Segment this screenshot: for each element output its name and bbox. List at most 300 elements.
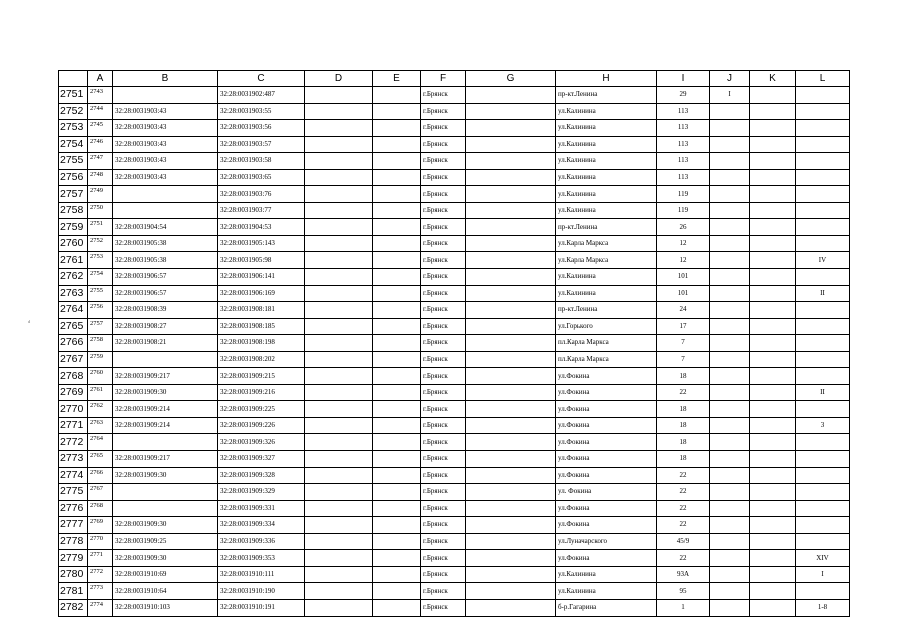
cell-j[interactable] <box>710 384 750 401</box>
column-header-b[interactable]: B <box>113 71 218 87</box>
cell-c[interactable]: 32:28:0031909:331 <box>218 500 305 517</box>
cell-g[interactable] <box>466 583 556 600</box>
cell-e[interactable] <box>373 451 421 468</box>
cell-d[interactable] <box>305 451 373 468</box>
cell-i[interactable]: 113 <box>657 136 710 153</box>
row-number[interactable]: 2772 <box>59 434 88 451</box>
cell-i[interactable]: 7 <box>657 335 710 352</box>
cell-e[interactable] <box>373 500 421 517</box>
cell-j[interactable] <box>710 401 750 418</box>
cell-b[interactable]: 32:28:0031904:54 <box>113 219 218 236</box>
cell-e[interactable] <box>373 235 421 252</box>
cell-i[interactable]: 22 <box>657 550 710 567</box>
cell-h[interactable]: ул.Карла Маркса <box>556 252 657 269</box>
cell-j[interactable] <box>710 186 750 203</box>
cell-i[interactable]: 17 <box>657 318 710 335</box>
cell-g[interactable] <box>466 136 556 153</box>
cell-e[interactable] <box>373 219 421 236</box>
cell-f[interactable]: г.Брянск <box>421 599 466 616</box>
cell-d[interactable] <box>305 120 373 137</box>
cell-i[interactable]: 22 <box>657 500 710 517</box>
cell-h[interactable]: ул.Калинина <box>556 169 657 186</box>
cell-h[interactable]: ул.Калинина <box>556 583 657 600</box>
cell-d[interactable] <box>305 517 373 534</box>
cell-j[interactable] <box>710 169 750 186</box>
cell-e[interactable] <box>373 103 421 120</box>
cell-b[interactable]: 32:28:0031903:43 <box>113 103 218 120</box>
cell-g[interactable] <box>466 252 556 269</box>
cell-e[interactable] <box>373 533 421 550</box>
cell-l[interactable]: I <box>796 566 850 583</box>
cell-c[interactable]: 32:28:0031903:58 <box>218 153 305 170</box>
cell-h[interactable]: ул.Фокина <box>556 451 657 468</box>
cell-h[interactable]: ул.Фокина <box>556 500 657 517</box>
cell-i[interactable]: 12 <box>657 235 710 252</box>
cell-a[interactable]: 2773 <box>88 583 113 600</box>
column-header-i[interactable]: I <box>657 71 710 87</box>
cell-d[interactable] <box>305 235 373 252</box>
row-number[interactable]: 2765 <box>59 318 88 335</box>
cell-g[interactable] <box>466 285 556 302</box>
cell-a[interactable]: 2754 <box>88 269 113 286</box>
cell-f[interactable]: г.Брянск <box>421 517 466 534</box>
cell-e[interactable] <box>373 368 421 385</box>
cell-d[interactable] <box>305 566 373 583</box>
cell-g[interactable] <box>466 434 556 451</box>
cell-b[interactable]: 32:28:0031903:43 <box>113 136 218 153</box>
cell-k[interactable] <box>750 219 796 236</box>
column-header-j[interactable]: J <box>710 71 750 87</box>
cell-e[interactable] <box>373 169 421 186</box>
cell-h[interactable]: пр-кт.Ленина <box>556 302 657 319</box>
cell-b[interactable]: 32:28:0031909:214 <box>113 401 218 418</box>
row-number[interactable]: 2780 <box>59 566 88 583</box>
cell-c[interactable]: 32:28:0031903:56 <box>218 120 305 137</box>
cell-l[interactable] <box>796 153 850 170</box>
cell-k[interactable] <box>750 186 796 203</box>
cell-i[interactable]: 22 <box>657 384 710 401</box>
cell-i[interactable]: 24 <box>657 302 710 319</box>
cell-h[interactable]: пл.Карла Маркса <box>556 351 657 368</box>
cell-g[interactable] <box>466 533 556 550</box>
cell-e[interactable] <box>373 335 421 352</box>
cell-h[interactable]: пр-кт.Ленина <box>556 219 657 236</box>
cell-f[interactable]: г.Брянск <box>421 368 466 385</box>
corner-header[interactable] <box>59 71 88 87</box>
cell-k[interactable] <box>750 202 796 219</box>
cell-h[interactable]: ул.Фокина <box>556 384 657 401</box>
cell-l[interactable] <box>796 583 850 600</box>
cell-f[interactable]: г.Брянск <box>421 186 466 203</box>
cell-b[interactable]: 32:28:0031903:43 <box>113 169 218 186</box>
cell-l[interactable] <box>796 434 850 451</box>
cell-f[interactable]: г.Брянск <box>421 120 466 137</box>
cell-c[interactable]: 32:28:0031909:329 <box>218 484 305 501</box>
cell-b[interactable]: 32:28:0031905:38 <box>113 235 218 252</box>
cell-b[interactable] <box>113 484 218 501</box>
cell-g[interactable] <box>466 566 556 583</box>
cell-d[interactable] <box>305 87 373 104</box>
cell-a[interactable]: 2749 <box>88 186 113 203</box>
cell-g[interactable] <box>466 384 556 401</box>
cell-i[interactable]: 18 <box>657 417 710 434</box>
column-header-g[interactable]: G <box>466 71 556 87</box>
cell-a[interactable]: 2767 <box>88 484 113 501</box>
cell-k[interactable] <box>750 103 796 120</box>
cell-j[interactable] <box>710 583 750 600</box>
cell-d[interactable] <box>305 550 373 567</box>
cell-b[interactable] <box>113 434 218 451</box>
row-number[interactable]: 2757 <box>59 186 88 203</box>
cell-f[interactable]: г.Брянск <box>421 451 466 468</box>
cell-g[interactable] <box>466 500 556 517</box>
cell-a[interactable]: 2760 <box>88 368 113 385</box>
cell-d[interactable] <box>305 103 373 120</box>
cell-g[interactable] <box>466 368 556 385</box>
cell-f[interactable]: г.Брянск <box>421 103 466 120</box>
cell-f[interactable]: г.Брянск <box>421 285 466 302</box>
cell-g[interactable] <box>466 335 556 352</box>
cell-d[interactable] <box>305 335 373 352</box>
cell-f[interactable]: г.Брянск <box>421 302 466 319</box>
cell-g[interactable] <box>466 517 556 534</box>
cell-k[interactable] <box>750 136 796 153</box>
cell-g[interactable] <box>466 550 556 567</box>
cell-g[interactable] <box>466 401 556 418</box>
cell-a[interactable]: 2756 <box>88 302 113 319</box>
row-number[interactable]: 2754 <box>59 136 88 153</box>
cell-k[interactable] <box>750 252 796 269</box>
cell-c[interactable]: 32:28:0031909:215 <box>218 368 305 385</box>
cell-b[interactable]: 32:28:0031908:39 <box>113 302 218 319</box>
cell-f[interactable]: г.Брянск <box>421 202 466 219</box>
cell-l[interactable]: XIV <box>796 550 850 567</box>
cell-f[interactable]: г.Брянск <box>421 467 466 484</box>
cell-h[interactable]: ул.Карла Маркса <box>556 235 657 252</box>
cell-d[interactable] <box>305 484 373 501</box>
cell-c[interactable]: 32:28:0031909:326 <box>218 434 305 451</box>
cell-c[interactable]: 32:28:0031903:76 <box>218 186 305 203</box>
cell-c[interactable]: 32:28:0031909:216 <box>218 384 305 401</box>
column-header-d[interactable]: D <box>305 71 373 87</box>
cell-h[interactable]: ул.Калинина <box>556 153 657 170</box>
cell-f[interactable]: г.Брянск <box>421 401 466 418</box>
cell-k[interactable] <box>750 169 796 186</box>
cell-j[interactable] <box>710 269 750 286</box>
cell-f[interactable]: г.Брянск <box>421 417 466 434</box>
cell-f[interactable]: г.Брянск <box>421 583 466 600</box>
cell-d[interactable] <box>305 384 373 401</box>
cell-a[interactable]: 2768 <box>88 500 113 517</box>
cell-j[interactable] <box>710 103 750 120</box>
cell-k[interactable] <box>750 120 796 137</box>
cell-e[interactable] <box>373 566 421 583</box>
cell-j[interactable] <box>710 417 750 434</box>
cell-e[interactable] <box>373 136 421 153</box>
cell-a[interactable]: 2758 <box>88 335 113 352</box>
cell-c[interactable]: 32:28:0031906:169 <box>218 285 305 302</box>
column-header-c[interactable]: C <box>218 71 305 87</box>
cell-c[interactable]: 32:28:0031908:185 <box>218 318 305 335</box>
cell-g[interactable] <box>466 87 556 104</box>
cell-a[interactable]: 2766 <box>88 467 113 484</box>
cell-i[interactable]: 18 <box>657 368 710 385</box>
cell-b[interactable]: 32:28:0031909:30 <box>113 550 218 567</box>
cell-d[interactable] <box>305 401 373 418</box>
cell-c[interactable]: 32:28:0031908:181 <box>218 302 305 319</box>
cell-c[interactable]: 32:28:0031910:190 <box>218 583 305 600</box>
cell-g[interactable] <box>466 235 556 252</box>
cell-c[interactable]: 32:28:0031902:487 <box>218 87 305 104</box>
cell-k[interactable] <box>750 87 796 104</box>
cell-e[interactable] <box>373 550 421 567</box>
row-number[interactable]: 2779 <box>59 550 88 567</box>
cell-d[interactable] <box>305 583 373 600</box>
row-number[interactable]: 2776 <box>59 500 88 517</box>
cell-j[interactable] <box>710 517 750 534</box>
row-number[interactable]: 2761 <box>59 252 88 269</box>
column-header-f[interactable]: F <box>421 71 466 87</box>
cell-i[interactable]: 12 <box>657 252 710 269</box>
row-number[interactable]: 2775 <box>59 484 88 501</box>
cell-i[interactable]: 101 <box>657 285 710 302</box>
row-number[interactable]: 2782 <box>59 599 88 616</box>
cell-e[interactable] <box>373 87 421 104</box>
cell-f[interactable]: г.Брянск <box>421 318 466 335</box>
cell-l[interactable]: 1-8 <box>796 599 850 616</box>
cell-j[interactable] <box>710 533 750 550</box>
cell-g[interactable] <box>466 219 556 236</box>
cell-k[interactable] <box>750 500 796 517</box>
cell-h[interactable]: ул.Калинина <box>556 103 657 120</box>
cell-j[interactable] <box>710 500 750 517</box>
cell-e[interactable] <box>373 484 421 501</box>
cell-h[interactable]: ул.Фокина <box>556 368 657 385</box>
cell-d[interactable] <box>305 368 373 385</box>
cell-b[interactable]: 32:28:0031909:214 <box>113 417 218 434</box>
cell-i[interactable]: 18 <box>657 401 710 418</box>
cell-f[interactable]: г.Брянск <box>421 87 466 104</box>
cell-f[interactable]: г.Брянск <box>421 169 466 186</box>
row-number[interactable]: 2777 <box>59 517 88 534</box>
cell-a[interactable]: 2770 <box>88 533 113 550</box>
cell-e[interactable] <box>373 269 421 286</box>
cell-l[interactable] <box>796 533 850 550</box>
cell-k[interactable] <box>750 566 796 583</box>
cell-d[interactable] <box>305 417 373 434</box>
cell-h[interactable]: ул.Калинина <box>556 186 657 203</box>
cell-b[interactable]: 32:28:0031906:57 <box>113 285 218 302</box>
row-number[interactable]: 2769 <box>59 384 88 401</box>
cell-a[interactable]: 2747 <box>88 153 113 170</box>
cell-f[interactable]: г.Брянск <box>421 500 466 517</box>
cell-a[interactable]: 2762 <box>88 401 113 418</box>
row-number[interactable]: 2781 <box>59 583 88 600</box>
cell-f[interactable]: г.Брянск <box>421 566 466 583</box>
cell-c[interactable]: 32:28:0031905:143 <box>218 235 305 252</box>
cell-b[interactable] <box>113 500 218 517</box>
cell-l[interactable] <box>796 169 850 186</box>
cell-g[interactable] <box>466 351 556 368</box>
cell-a[interactable]: 2746 <box>88 136 113 153</box>
cell-k[interactable] <box>750 384 796 401</box>
cell-i[interactable]: 26 <box>657 219 710 236</box>
cell-c[interactable]: 32:28:0031903:57 <box>218 136 305 153</box>
cell-f[interactable]: г.Брянск <box>421 136 466 153</box>
cell-a[interactable]: 2774 <box>88 599 113 616</box>
cell-k[interactable] <box>750 484 796 501</box>
cell-b[interactable]: 32:28:0031906:57 <box>113 269 218 286</box>
cell-k[interactable] <box>750 335 796 352</box>
cell-l[interactable] <box>796 351 850 368</box>
cell-g[interactable] <box>466 169 556 186</box>
cell-g[interactable] <box>466 302 556 319</box>
cell-k[interactable] <box>750 533 796 550</box>
cell-b[interactable]: 32:28:0031903:43 <box>113 153 218 170</box>
cell-k[interactable] <box>750 235 796 252</box>
cell-c[interactable]: 32:28:0031909:353 <box>218 550 305 567</box>
cell-d[interactable] <box>305 169 373 186</box>
cell-a[interactable]: 2769 <box>88 517 113 534</box>
cell-c[interactable]: 32:28:0031908:198 <box>218 335 305 352</box>
cell-c[interactable]: 32:28:0031910:111 <box>218 566 305 583</box>
cell-g[interactable] <box>466 417 556 434</box>
row-number[interactable]: 2766 <box>59 335 88 352</box>
cell-k[interactable] <box>750 302 796 319</box>
cell-b[interactable]: 32:28:0031910:64 <box>113 583 218 600</box>
cell-a[interactable]: 2750 <box>88 202 113 219</box>
cell-l[interactable] <box>796 500 850 517</box>
row-number[interactable]: 2768 <box>59 368 88 385</box>
cell-d[interactable] <box>305 252 373 269</box>
cell-h[interactable]: ул.Калинина <box>556 269 657 286</box>
cell-d[interactable] <box>305 318 373 335</box>
cell-b[interactable]: 32:28:0031903:43 <box>113 120 218 137</box>
cell-k[interactable] <box>750 351 796 368</box>
cell-i[interactable]: 1 <box>657 599 710 616</box>
cell-d[interactable] <box>305 302 373 319</box>
cell-j[interactable] <box>710 434 750 451</box>
cell-a[interactable]: 2744 <box>88 103 113 120</box>
cell-l[interactable] <box>796 136 850 153</box>
cell-k[interactable] <box>750 401 796 418</box>
cell-e[interactable] <box>373 599 421 616</box>
row-number[interactable]: 2774 <box>59 467 88 484</box>
cell-j[interactable] <box>710 550 750 567</box>
cell-h[interactable]: ул.Фокина <box>556 467 657 484</box>
cell-l[interactable] <box>796 202 850 219</box>
cell-d[interactable] <box>305 269 373 286</box>
row-number[interactable]: 2771 <box>59 417 88 434</box>
cell-f[interactable]: г.Брянск <box>421 351 466 368</box>
cell-g[interactable] <box>466 484 556 501</box>
cell-h[interactable]: ул.Луначарского <box>556 533 657 550</box>
cell-l[interactable] <box>796 87 850 104</box>
cell-g[interactable] <box>466 451 556 468</box>
cell-h[interactable]: б-р.Гагарина <box>556 599 657 616</box>
cell-c[interactable]: 32:28:0031909:328 <box>218 467 305 484</box>
cell-e[interactable] <box>373 153 421 170</box>
cell-i[interactable]: 22 <box>657 467 710 484</box>
cell-h[interactable]: пл.Карла Маркса <box>556 335 657 352</box>
cell-k[interactable] <box>750 467 796 484</box>
cell-c[interactable]: 32:28:0031909:226 <box>218 417 305 434</box>
cell-g[interactable] <box>466 186 556 203</box>
cell-b[interactable]: 32:28:0031909:25 <box>113 533 218 550</box>
cell-b[interactable]: 32:28:0031908:27 <box>113 318 218 335</box>
cell-g[interactable] <box>466 269 556 286</box>
cell-e[interactable] <box>373 467 421 484</box>
cell-a[interactable]: 2745 <box>88 120 113 137</box>
cell-j[interactable] <box>710 368 750 385</box>
cell-g[interactable] <box>466 120 556 137</box>
cell-e[interactable] <box>373 302 421 319</box>
cell-b[interactable]: 32:28:0031909:30 <box>113 517 218 534</box>
cell-h[interactable]: ул.Калинина <box>556 120 657 137</box>
cell-l[interactable]: II <box>796 384 850 401</box>
cell-d[interactable] <box>305 136 373 153</box>
cell-l[interactable] <box>796 318 850 335</box>
row-number[interactable]: 2759 <box>59 219 88 236</box>
cell-b[interactable] <box>113 351 218 368</box>
cell-h[interactable]: ул. Фокина <box>556 484 657 501</box>
cell-d[interactable] <box>305 186 373 203</box>
column-header-l[interactable]: L <box>796 71 850 87</box>
cell-f[interactable]: г.Брянск <box>421 219 466 236</box>
cell-d[interactable] <box>305 500 373 517</box>
cell-i[interactable]: 119 <box>657 186 710 203</box>
cell-k[interactable] <box>750 434 796 451</box>
cell-l[interactable] <box>796 335 850 352</box>
cell-h[interactable]: ул.Фокина <box>556 517 657 534</box>
cell-c[interactable]: 32:28:0031903:55 <box>218 103 305 120</box>
cell-l[interactable] <box>796 235 850 252</box>
cell-e[interactable] <box>373 186 421 203</box>
cell-b[interactable]: 32:28:0031909:30 <box>113 384 218 401</box>
cell-e[interactable] <box>373 252 421 269</box>
cell-l[interactable] <box>796 467 850 484</box>
cell-h[interactable]: ул.Калинина <box>556 202 657 219</box>
cell-h[interactable]: ул.Фокина <box>556 401 657 418</box>
cell-k[interactable] <box>750 285 796 302</box>
cell-b[interactable]: 32:28:0031908:21 <box>113 335 218 352</box>
cell-d[interactable] <box>305 599 373 616</box>
cell-f[interactable]: г.Брянск <box>421 484 466 501</box>
cell-j[interactable] <box>710 599 750 616</box>
cell-h[interactable]: пр-кт.Ленина <box>556 87 657 104</box>
row-number[interactable]: 2763 <box>59 285 88 302</box>
cell-k[interactable] <box>750 417 796 434</box>
cell-c[interactable]: 32:28:0031908:202 <box>218 351 305 368</box>
cell-b[interactable]: 32:28:0031909:30 <box>113 467 218 484</box>
cell-i[interactable]: 22 <box>657 484 710 501</box>
cell-j[interactable] <box>710 467 750 484</box>
cell-h[interactable]: ул.Калинина <box>556 285 657 302</box>
cell-a[interactable]: 2753 <box>88 252 113 269</box>
cell-l[interactable] <box>796 219 850 236</box>
cell-j[interactable]: I <box>710 87 750 104</box>
cell-i[interactable]: 113 <box>657 120 710 137</box>
cell-c[interactable]: 32:28:0031904:53 <box>218 219 305 236</box>
cell-a[interactable]: 2748 <box>88 169 113 186</box>
cell-c[interactable]: 32:28:0031909:336 <box>218 533 305 550</box>
cell-j[interactable] <box>710 202 750 219</box>
cell-f[interactable]: г.Брянск <box>421 235 466 252</box>
cell-a[interactable]: 2765 <box>88 451 113 468</box>
cell-f[interactable]: г.Брянск <box>421 153 466 170</box>
cell-e[interactable] <box>373 120 421 137</box>
cell-l[interactable]: 3 <box>796 417 850 434</box>
